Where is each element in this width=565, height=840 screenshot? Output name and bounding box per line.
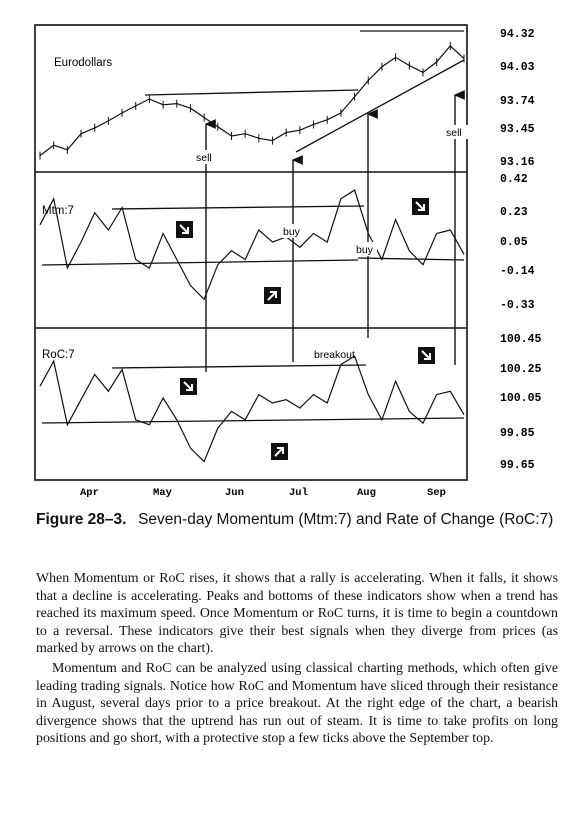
arrow-up-icon (271, 443, 288, 460)
tick-roc-4: 99.65 (500, 459, 535, 472)
arrow-up-icon (264, 287, 281, 304)
right-axis-mtm (500, 173, 535, 312)
paragraph-2: Momentum and RoC can be analyzed using classical charting methods, which often give leading trading signals. Notice how RoC and Momentum have sliced through their resistance in August, several days prior to a price breakout. At the right edge of the chart, a bearish divergence shows that the uptrend has run out of steam. It is time to take profits on long positions and go short, with a protective stop a few ticks above the September top. (36, 660, 558, 747)
label-roc: RoC:7 (42, 349, 75, 361)
tick-month-4: Aug (357, 487, 376, 499)
roc-support-line (42, 418, 464, 423)
arrow-down-icon (176, 221, 193, 238)
tick-price-0: 94.32 (500, 28, 535, 41)
mtm-resistance-line (112, 206, 364, 209)
tick-month-3: Jul (289, 487, 308, 499)
arrow-down-icon (418, 347, 435, 364)
body-text (36, 570, 558, 748)
figure-number: Figure 28–3. (36, 511, 127, 528)
figure-caption (36, 510, 556, 530)
mtm-support-line (42, 260, 358, 265)
tick-mtm-0: 0.42 (500, 173, 528, 186)
tick-mtm-1: 0.23 (500, 206, 528, 219)
tick-roc-1: 100.25 (500, 363, 542, 376)
annotation-breakout: breakout (314, 349, 355, 361)
mtm-right-line (358, 258, 464, 260)
series-line-2 (40, 356, 464, 462)
tick-mtm-3: -0.14 (500, 265, 535, 278)
tick-mtm-4: -0.33 (500, 299, 535, 312)
tick-price-1: 94.03 (500, 61, 535, 74)
label-eurodollars: Eurodollars (54, 57, 113, 69)
annotation-buy-2: buy (356, 244, 373, 256)
tick-roc-2: 100.05 (500, 392, 542, 405)
tick-roc-0: 100.45 (500, 333, 542, 346)
arrow-down-icon (180, 378, 197, 395)
figure-title: Seven-day Momentum (Mtm:7) and Rate of Change (RoC:7) (138, 511, 554, 528)
tick-price-4: 93.16 (500, 156, 535, 169)
tick-price-2: 93.74 (500, 95, 535, 108)
annotation-sell-1: sell (196, 152, 212, 164)
price-resistance-line (145, 90, 358, 95)
annotation-buy-1: buy (283, 226, 300, 238)
tick-month-1: May (153, 487, 172, 499)
right-axis-roc (500, 333, 542, 472)
series-layer (40, 42, 464, 462)
right-axis-price (500, 28, 535, 169)
paragraph-1: When Momentum or RoC rises, it shows that a rally is accelerating. When it falls, it shows that a decline is accelerating. Peaks and bottoms of these indicators show when a trend has reached its maximum speed. Once Momentum or RoC turns, it is time to begin a countdown to a reversal. These indicators give their best signals when they diverge from prices (as marked by arrows on the chart). (36, 571, 558, 657)
tick-month-5: Sep (427, 487, 446, 499)
tick-roc-3: 99.85 (500, 427, 535, 440)
roc-resistance-line (112, 365, 366, 368)
price-uptrend-line (296, 60, 464, 152)
label-mtm: Mtm:7 (42, 205, 74, 217)
tick-mtm-2: 0.05 (500, 236, 528, 249)
tick-month-2: Jun (225, 487, 244, 499)
x-axis (80, 487, 446, 499)
tick-price-3: 93.45 (500, 123, 535, 136)
tick-month-0: Apr (80, 487, 99, 499)
annotation-sell-2: sell (446, 127, 462, 139)
series-line-1 (40, 190, 464, 299)
arrow-down-icon (412, 198, 429, 215)
